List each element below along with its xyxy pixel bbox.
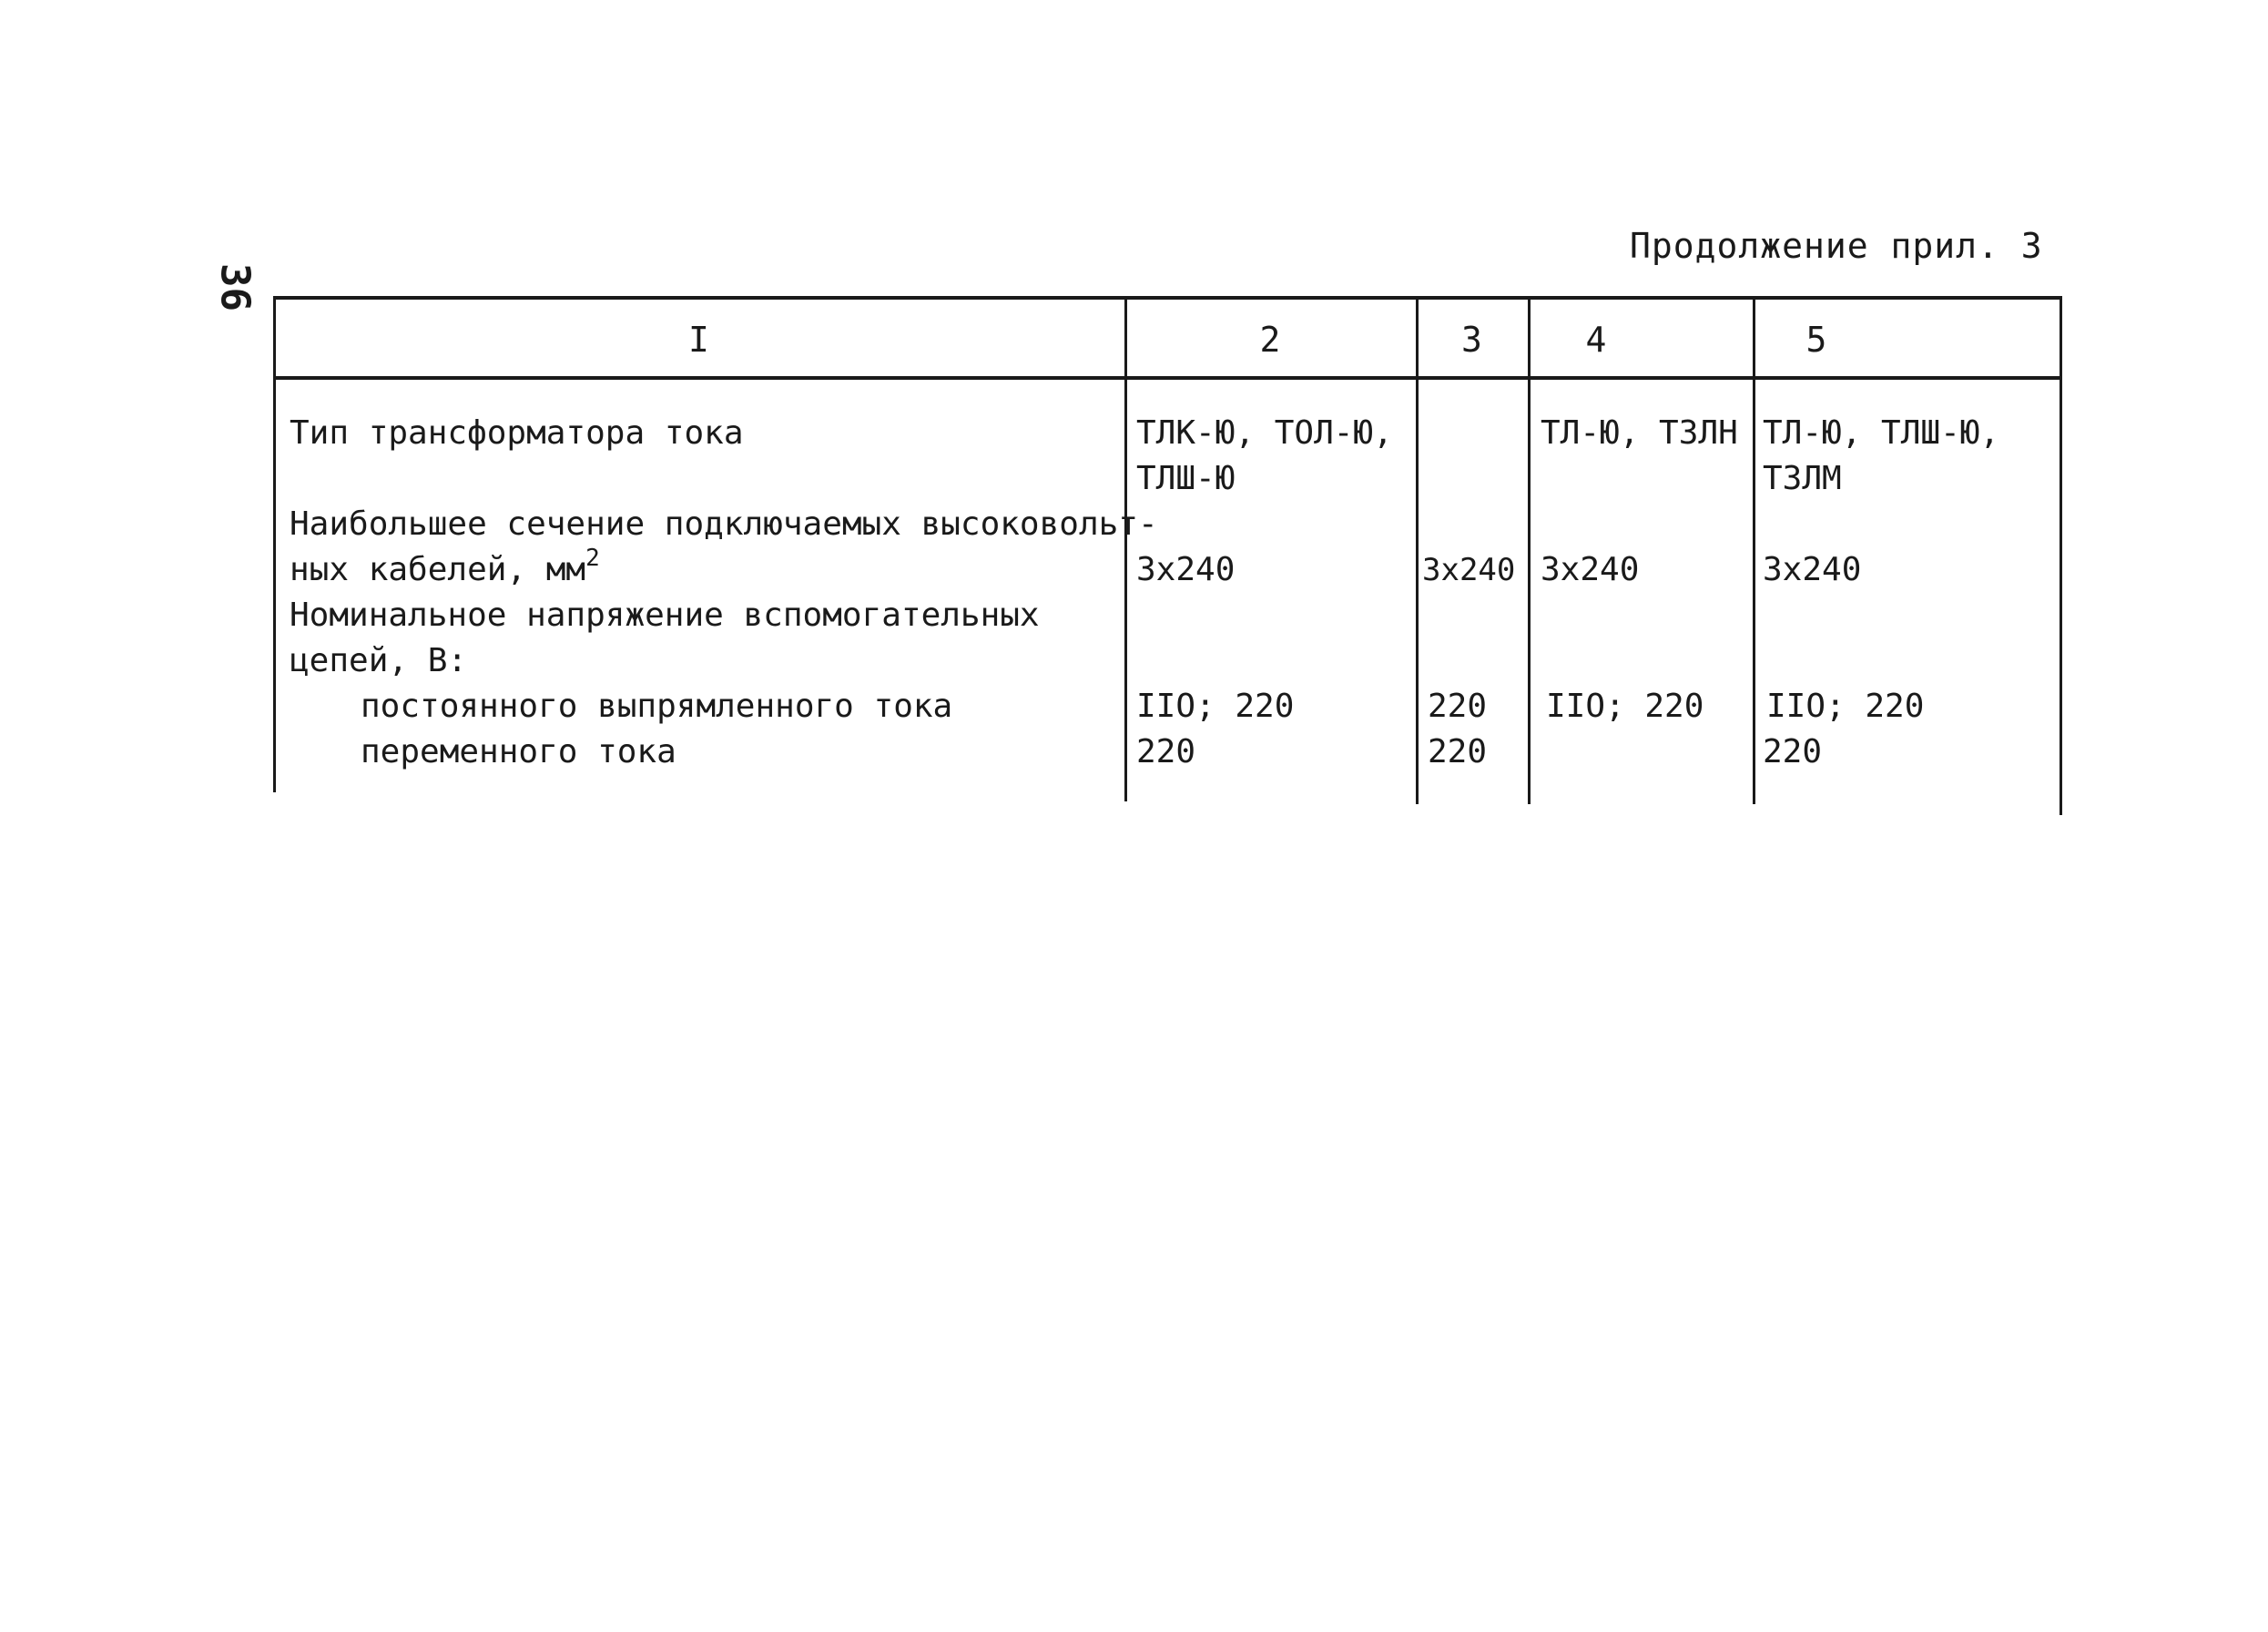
row-cable-section-col3: 3x240: [1422, 552, 1516, 588]
table-top-border: [273, 296, 2062, 300]
continuation-label: Продолжение прил. 3: [1630, 226, 2043, 266]
row-cable-section-col4: 3x240: [1541, 551, 1640, 588]
row-transformer-type-col4: ТЛ-Ю, ТЗЛН: [1541, 414, 1738, 452]
col4-border: [1528, 296, 1531, 804]
row-dc-col5: IIО; 220: [1766, 688, 1925, 725]
header-col-2: 2: [1259, 320, 1281, 360]
row-transformer-type-col2-line1: ТЛК-Ю, ТОЛ-Ю,: [1136, 414, 1393, 452]
header-col-5: 5: [1805, 320, 1827, 360]
row-transformer-type-col2-line2: ТЛШ-Ю: [1136, 460, 1236, 497]
row-aux-voltage-label-line1: Номинальное напряжение вспомогательных: [290, 597, 1040, 634]
col3-border: [1416, 296, 1419, 804]
row-ac-col3: 220: [1428, 733, 1488, 770]
row-dc-col2: IIО; 220: [1136, 688, 1295, 725]
header-bottom-border: [273, 376, 2062, 380]
page-number: 36: [211, 263, 259, 311]
row-ac-label: переменного тока: [361, 733, 676, 770]
row-dc-col3: 220: [1428, 688, 1488, 725]
unit-superscript: 2: [585, 545, 600, 572]
table-right-border: [2060, 296, 2062, 815]
specs-table: [273, 296, 2062, 815]
header-col-1: I: [688, 320, 709, 360]
header-col-4: 4: [1585, 320, 1607, 360]
row-transformer-type-col5-line1: ТЛ-Ю, ТЛШ-Ю,: [1763, 414, 2000, 452]
col5-border: [1753, 296, 1755, 804]
table-left-border: [273, 296, 276, 792]
row-dc-col4: IIО; 220: [1546, 688, 1704, 725]
row-cable-section-col2: 3x240: [1136, 551, 1236, 588]
row-cable-section-label-line1: Наибольшее сечение подключаемых высоковольт-: [290, 505, 1158, 543]
row-transformer-type-col5-line2: ТЗЛМ: [1763, 460, 1842, 497]
row-aux-voltage-label-line2: цепей, В:: [290, 642, 468, 679]
row-cable-section-col5: 3x240: [1763, 551, 1862, 588]
header-col-3: 3: [1461, 320, 1482, 360]
row-ac-col2: 220: [1136, 733, 1196, 770]
row-ac-col5: 220: [1763, 733, 1823, 770]
row-dc-label: постоянного выпрямленного тока: [361, 688, 953, 725]
col2-border: [1124, 296, 1127, 801]
row-cable-section-label-text: ных кабелей, мм: [290, 551, 586, 588]
row-cable-section-label-line2: [290, 547, 600, 593]
row-transformer-type-label: Тип трансформатора тока: [290, 414, 744, 452]
